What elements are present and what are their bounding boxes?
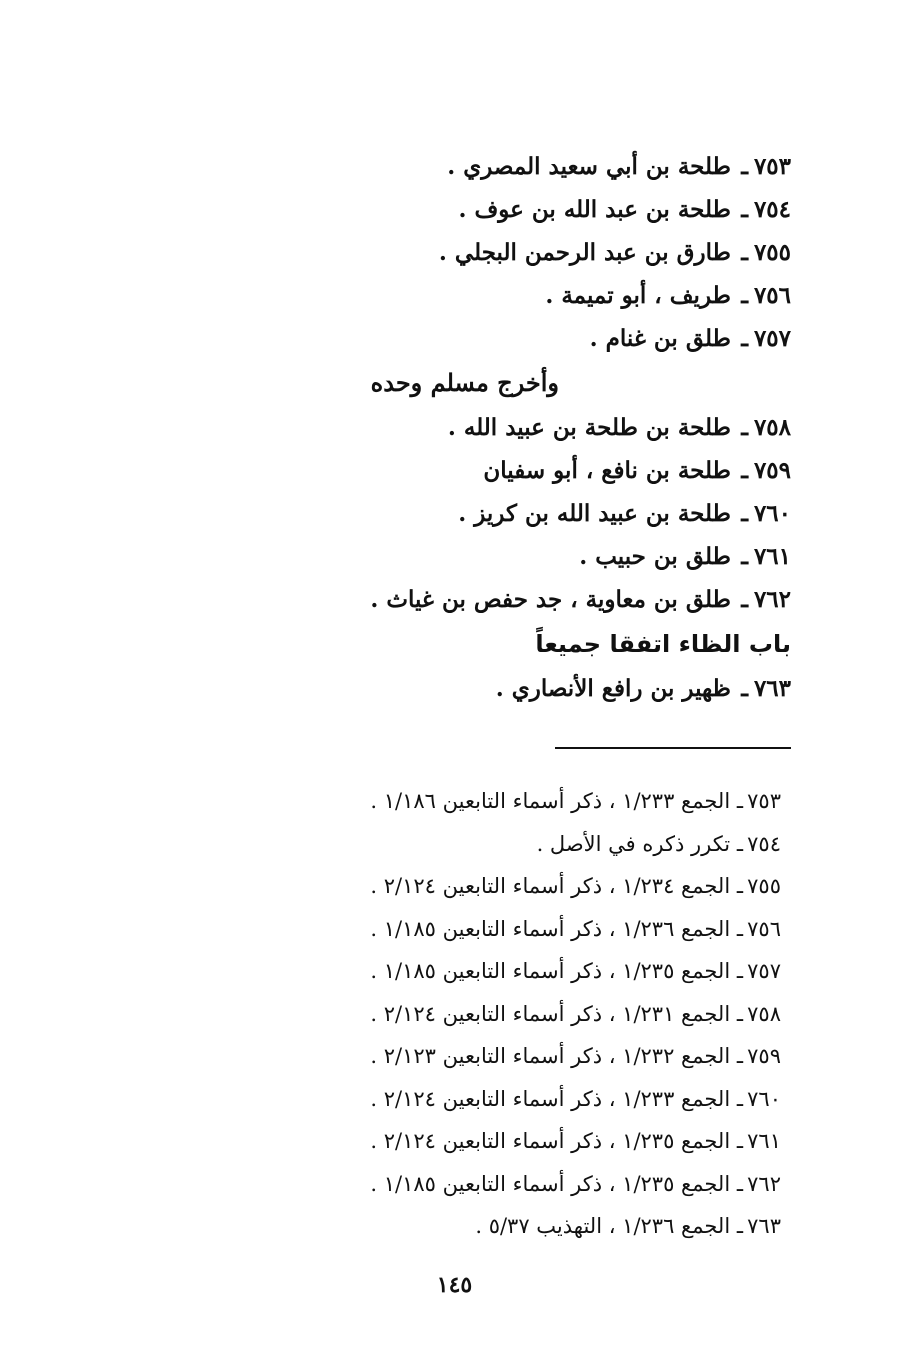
footnote-text: الجمع ١/٢٣٥ ، ذكر أسماء التابعين ٢/١٢٤ .	[370, 1129, 731, 1153]
footnote-separator: ـ	[736, 959, 743, 983]
list-item	[231, 317, 791, 360]
entry-name: طلق بن معاوية ، جد حفص بن غياث .	[370, 586, 731, 613]
entry-name: طريف ، أبو تميمة .	[545, 282, 731, 309]
entry-number: ٧٥٥	[753, 239, 791, 266]
entry-name: طلحة بن أبي سعيد المصري .	[447, 153, 731, 180]
entry-number: ٧٦١	[753, 543, 791, 570]
footnote-separator: ـ	[736, 1214, 743, 1238]
footnote-number: ٧٥٨	[747, 1001, 781, 1026]
section-subheading: وأخرج مسلم وحده	[370, 368, 559, 397]
footnote-number: ٧٥٩	[747, 1044, 781, 1068]
footnote-item	[261, 1078, 781, 1121]
footnote-number: ٧٥٦	[747, 916, 781, 941]
footnote-separator: ـ	[736, 1086, 743, 1111]
entry-separator: ـ	[741, 196, 748, 223]
entry-number: ٧٥٧	[753, 325, 791, 352]
footnote-item	[261, 1120, 781, 1163]
entry-number: ٧٦٣	[753, 675, 791, 702]
footnote-item	[261, 865, 781, 908]
entry-separator: ـ	[741, 457, 748, 484]
footnote-separator: ـ	[736, 1171, 743, 1196]
footnote-text: الجمع ١/٢٣٦ ، ذكر أسماء التابعين ١/١٨٥ .	[370, 916, 731, 941]
narrators-list	[231, 145, 791, 710]
page-number: ١٤٥	[436, 1272, 473, 1298]
entry-separator: ـ	[741, 239, 748, 266]
footnote-number: ٧٥٣	[747, 789, 781, 813]
footnote-number: ٧٥٧	[747, 959, 781, 983]
list-item	[231, 667, 791, 710]
entry-number: ٧٥٣	[753, 153, 791, 180]
footnote-text: الجمع ١/٢٣٤ ، ذكر أسماء التابعين ٢/١٢٤ .	[370, 874, 731, 898]
entry-number: ٧٥٦	[753, 282, 791, 309]
footnote-separator: ـ	[736, 916, 743, 941]
footnote-item	[261, 950, 781, 993]
footnote-text: الجمع ١/٢٣٥ ، ذكر أسماء التابعين ١/١٨٥ .	[370, 959, 731, 983]
entry-separator: ـ	[741, 586, 748, 613]
entry-number: ٧٥٩	[753, 457, 791, 484]
footnote-item	[261, 780, 781, 823]
entry-name: طارق بن عبد الرحمن البجلي .	[438, 239, 731, 266]
entry-separator: ـ	[741, 325, 748, 352]
entry-name: طلق بن غنام .	[589, 325, 731, 352]
list-item	[231, 406, 791, 449]
list-item	[231, 274, 791, 317]
list-item	[231, 578, 791, 621]
list-item	[231, 188, 791, 231]
footnote-text: الجمع ١/٢٣٦ ، التهذيب ٥/٣٧ .	[475, 1214, 731, 1238]
entry-number: ٧٦٠	[753, 500, 791, 527]
footnotes	[261, 780, 781, 1248]
entry-separator: ـ	[741, 414, 748, 441]
footnote-text: الجمع ١/٢٣٣ ، ذكر أسماء التابعين ١/١٨٦ .	[370, 789, 731, 813]
footnote-item	[261, 993, 781, 1036]
footnote-item	[261, 1163, 781, 1206]
list-item	[231, 231, 791, 274]
footnote-text: تكرر ذكره في الأصل .	[536, 831, 731, 856]
entry-separator: ـ	[741, 153, 748, 180]
footnote-item	[261, 823, 781, 866]
list-item	[231, 449, 791, 492]
entry-name: طلحة بن عبد الله بن عوف .	[458, 196, 731, 223]
footnote-number: ٧٦١	[747, 1129, 781, 1153]
footnote-text: الجمع ١/٢٣٥ ، ذكر أسماء التابعين ١/١٨٥ .	[370, 1171, 731, 1196]
entry-separator: ـ	[741, 675, 748, 702]
entry-separator: ـ	[741, 282, 748, 309]
footnote-separator: ـ	[736, 874, 743, 898]
list-item	[231, 492, 791, 535]
footnote-separator: ـ	[736, 1001, 743, 1026]
footnote-text: الجمع ١/٢٣١ ، ذكر أسماء التابعين ٢/١٢٤ .	[370, 1001, 731, 1026]
entry-number: ٧٦٢	[753, 586, 791, 613]
entry-name: طلق بن حبيب .	[579, 543, 731, 570]
list-item	[231, 535, 791, 578]
footnote-item	[261, 1205, 781, 1248]
entry-number: ٧٥٤	[753, 196, 791, 223]
footnote-number: ٧٦٣	[747, 1214, 781, 1238]
footnote-number: ٧٦٢	[747, 1171, 781, 1196]
footnote-number: ٧٥٥	[747, 874, 781, 898]
entry-number: ٧٥٨	[753, 414, 791, 441]
entry-name: طلحة بن طلحة بن عبيد الله .	[447, 414, 731, 441]
entry-name: طلحة بن عبيد الله بن كريز .	[458, 500, 731, 527]
footnote-text: الجمع ١/٢٣٣ ، ذكر أسماء التابعين ٢/١٢٤ .	[370, 1086, 731, 1111]
footnote-item	[261, 1035, 781, 1078]
footnote-number: ٧٦٠	[747, 1086, 781, 1111]
entry-separator: ـ	[741, 543, 748, 570]
footnote-separator: ـ	[736, 831, 743, 856]
footnote-separator: ـ	[736, 789, 743, 813]
footnote-separator: ـ	[736, 1044, 743, 1068]
entry-separator: ـ	[741, 500, 748, 527]
chapter-heading: باب الظاء اتفقا جميعاً	[535, 630, 791, 658]
list-item	[231, 145, 791, 188]
entry-name: طلحة بن نافع ، أبو سفيان	[483, 457, 731, 484]
footnote-number: ٧٥٤	[747, 831, 781, 856]
entry-name: ظهير بن رافع الأنصاري .	[495, 675, 731, 702]
footnote-divider	[555, 747, 791, 749]
footnote-item	[261, 908, 781, 951]
footnote-separator: ـ	[736, 1129, 743, 1153]
footnote-text: الجمع ١/٢٣٢ ، ذكر أسماء التابعين ٢/١٢٣ .	[370, 1044, 731, 1068]
